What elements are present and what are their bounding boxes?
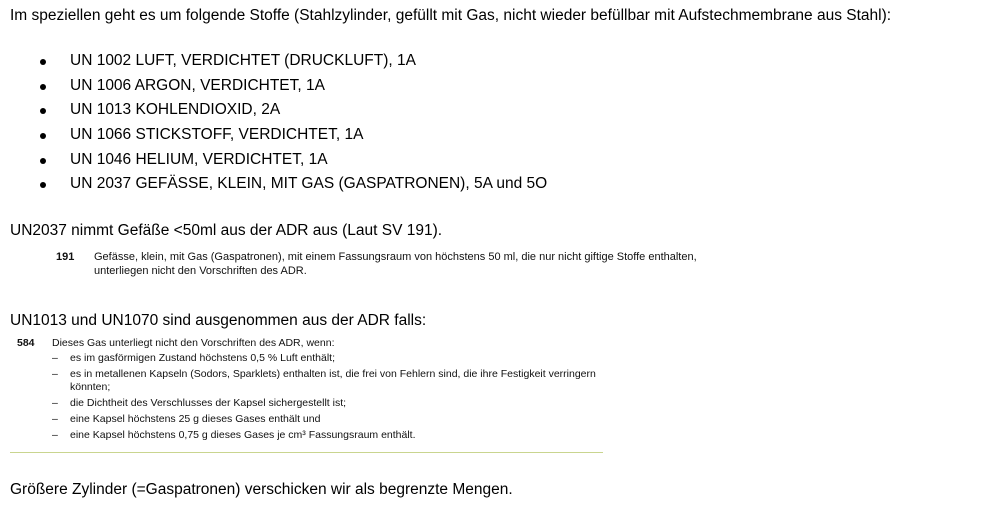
list-item: – die Dichtheit des Verschlusses der Kapsel sichergestellt ist;	[52, 397, 347, 409]
list-item: UN 1066 STICKSTOFF, VERDICHTET, 1A	[40, 125, 547, 150]
list-item: – es im gasförmigen Zustand höchstens 0,5 % Luft enthält;	[52, 352, 335, 364]
list-item: – es in metallenen Kapseln (Sodors, Sparklets) enthalten ist, die frei von Fehlern sind, die ihre Festigkeit verringern könnten;	[52, 368, 596, 393]
sv584-intro: Dieses Gas unterliegt nicht den Vorschriften des ADR, wenn:	[52, 337, 335, 349]
bullet-icon	[40, 133, 46, 139]
bullet-icon	[40, 59, 46, 65]
sv584-conditions	[52, 352, 612, 445]
bullet-icon	[40, 158, 46, 164]
sv584-note: UN1013 und UN1070 sind ausgenommen aus der ADR falls:	[10, 312, 427, 329]
list-item: – eine Kapsel höchstens 0,75 g dieses Gases je cm³ Fassungsraum enthält.	[52, 429, 416, 441]
sv191-number: 191	[56, 251, 75, 263]
bullet-icon	[40, 182, 46, 188]
divider	[10, 452, 603, 453]
bullet-icon	[40, 108, 46, 114]
list-item: UN 1013 KOHLENDIOXID, 2A	[40, 100, 547, 125]
intro-paragraph: Im speziellen geht es um folgende Stoffe (Stahlzylinder, gefüllt mit Gas, nicht wieder befüllbar mit Aufstechmembrane aus Stahl):	[10, 7, 892, 24]
substance-list	[40, 51, 547, 199]
sv191-text: Gefässe, klein, mit Gas (Gaspatronen), mit einem Fassungsraum von höchstens 50 ml, die nur nicht giftige Stoffe enthalten, unterliegen nicht den Vorschriften des ADR.	[94, 251, 697, 277]
dash-icon: –	[52, 397, 58, 409]
closing-paragraph: Größere Zylinder (=Gaspatronen) verschicken wir als begrenzte Mengen.	[10, 481, 513, 498]
list-item: UN 1046 HELIUM, VERDICHTET, 1A	[40, 150, 547, 175]
list-item: – eine Kapsel höchstens 25 g dieses Gases enthält und	[52, 413, 321, 425]
sv191-note: UN2037 nimmt Gefäße <50ml aus der ADR aus (Laut SV 191).	[10, 222, 443, 239]
dash-icon: –	[52, 368, 58, 380]
list-item: UN 1006 ARGON, VERDICHTET, 1A	[40, 76, 547, 101]
list-item: UN 1002 LUFT, VERDICHTET (DRUCKLUFT), 1A	[40, 51, 547, 76]
sv584-number: 584	[17, 337, 35, 349]
dash-icon: –	[52, 413, 58, 425]
dash-icon: –	[52, 352, 58, 364]
list-item: UN 2037 GEFÄSSE, KLEIN, MIT GAS (GASPATRONEN), 5A und 5O	[40, 174, 547, 199]
bullet-icon	[40, 84, 46, 90]
dash-icon: –	[52, 429, 58, 441]
